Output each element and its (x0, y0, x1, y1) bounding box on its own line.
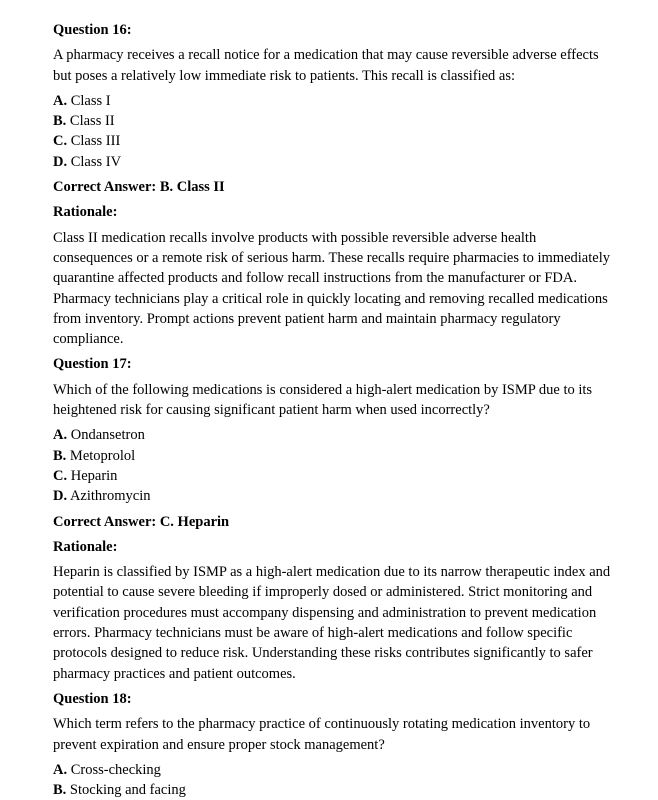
option-letter: A. (53, 92, 68, 109)
option-text: Heparin (70, 467, 118, 484)
answer-option (53, 780, 619, 800)
answer-options (53, 760, 619, 800)
question-block-16 (53, 20, 620, 349)
option-text: Class I (70, 92, 111, 109)
question-text: Which term refers to the pharmacy practice of continuously rotating medication inventory to prevent expiration and ensure proper stock management? (53, 716, 591, 753)
question-heading: Question 18: (53, 690, 132, 707)
option-letter: A. (53, 761, 68, 778)
answer-option (53, 425, 619, 445)
option-text: Cross-checking (70, 761, 161, 778)
option-text: Azithromycin (69, 488, 151, 505)
answer-option (53, 131, 619, 151)
answer-option (53, 111, 619, 131)
answer-option (53, 152, 619, 172)
rationale-heading: Rationale: (53, 538, 118, 555)
option-letter: C. (53, 467, 68, 484)
question-heading: Question 16: (53, 22, 132, 38)
option-letter: C. (53, 133, 68, 150)
correct-answer: Correct Answer: B. Class II (53, 179, 225, 196)
question-heading: Question 17: (53, 356, 132, 373)
answer-option (53, 446, 619, 466)
option-letter: B. (53, 782, 67, 799)
question-text: A pharmacy receives a recall notice for a medication that may cause reversible adverse effects but poses a relatively low immediate risk to patients. This recall is classified as: (53, 47, 599, 84)
rationale-heading: Rationale: (53, 204, 118, 221)
option-letter: B. (53, 447, 67, 464)
option-letter: D. (53, 153, 68, 170)
correct-answer: Correct Answer: C. Heparin (53, 513, 230, 530)
option-text: Class IV (70, 153, 122, 170)
option-text: Ondansetron (70, 427, 145, 444)
option-text: Metoprolol (69, 447, 136, 464)
option-letter: A. (53, 427, 68, 444)
option-letter: B. (53, 113, 67, 130)
question-block-18 (53, 689, 620, 800)
answer-options (53, 91, 619, 172)
rationale-text: Heparin is classified by ISMP as a high-alert medication due to its narrow therapeutic index and potential to cause severe bleeding if improperly dosed or administered. Strict monitoring and verification procedures must accompany dispensing and administration to prevent medication errors. Pharmacy technicians must be aware of high-alert medications and follow specific protocols designed to reduce risk. Understanding these risks contributes significantly to safer pharmacy practices and patient outcomes. (53, 564, 611, 682)
question-block-17 (53, 354, 620, 683)
answer-option (53, 486, 619, 506)
option-text: Stocking and facing (69, 782, 186, 799)
question-text: Which of the following medications is considered a high-alert medication by ISMP due to its heightened risk for causing significant patient harm when used incorrectly? (53, 381, 593, 419)
answer-options (53, 425, 619, 506)
answer-option (53, 91, 619, 111)
rationale-text: Class II medication recalls involve products with possible reversible adverse health consequences or a remote risk of serious harm. These recalls require pharmacies to immediately quarantine affected products and follow recall instructions from the manufacturer or FDA. Pharmacy technicians play a critical role in quickly locating and removing recalled medications from inventory. Prompt actions prevent patient harm and maintain pharmacy regulatory compliance. (53, 229, 610, 348)
option-letter: D. (53, 488, 68, 505)
option-text: Class II (69, 113, 115, 130)
answer-option (53, 760, 619, 780)
answer-option (53, 466, 619, 486)
option-text: Class III (70, 133, 121, 150)
